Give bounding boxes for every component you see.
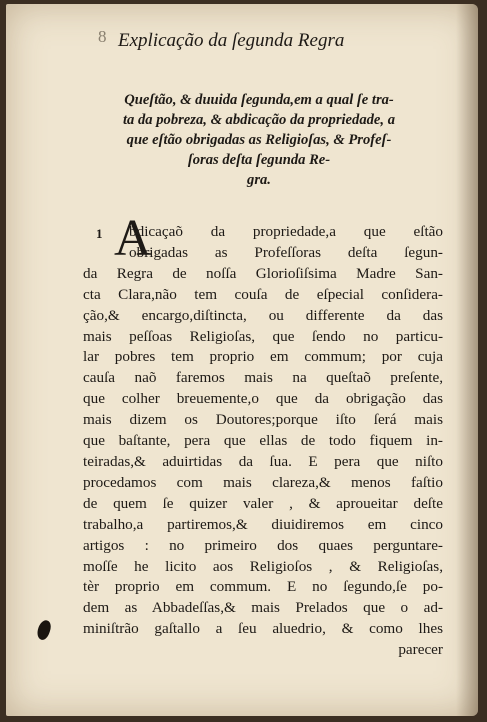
heading-line: Queſtão, & duuida ſegunda,em a qual ſe tra- <box>124 92 394 108</box>
body-line: artigos : no primeiro dos quaes perguntare- <box>83 536 443 554</box>
body-line: procedamos com mais clareza,& menos faſtio <box>83 473 443 491</box>
drop-cap: A <box>114 210 152 267</box>
body-line: que baſtante, pera que ellas de todo fiquem in- <box>83 432 443 450</box>
heading-line: ta da pobreza, & abdicação da propriedade, a <box>123 112 395 128</box>
heading-line: ſoras deſta ſegunda Re- <box>187 152 331 168</box>
body-line: da Regra de noſſa Glorioſiſsima Madre San- <box>83 264 443 282</box>
body-line: ção,& encargo,diſtincta, ou differente da das <box>83 306 443 324</box>
running-head: Explicação da ſegunda Regra <box>118 30 345 51</box>
heading-line: que eſtão obrigadas as Religioſas, & Profeſ- <box>126 132 392 148</box>
body-line: que colher breuemente,o que da obrigação das <box>83 390 443 408</box>
body-line: trabalho,a partiremos,& diuidiremos em cinco <box>83 515 443 533</box>
body-line: moſſe he licito aos Religioſos , & Religioſas, <box>83 557 443 575</box>
body-line: teiradas,& aduirtidas da ſua. E pera que niſto <box>83 452 443 470</box>
body-line: mais dizem os Doutores;porque iſto ſerá mais <box>83 411 443 429</box>
catchword: parecer <box>398 641 443 659</box>
page-gutter-shadow <box>456 4 478 716</box>
body-line: cta Clara,não tem couſa de eſpecial conſidera- <box>83 285 443 303</box>
paragraph-number: 1 <box>96 226 103 241</box>
page-number: 8 <box>98 27 107 46</box>
question-heading <box>84 90 434 190</box>
heading-line: gra. <box>247 172 271 188</box>
body-line: dem as Abbadeſſas,& mais Prelados que o ad- <box>83 599 443 617</box>
body-line: cauſa naõ faremos mais na queſtaõ preſente, <box>83 369 443 387</box>
body-line: de quem ſe quizer valer , & aproueitar deſte <box>83 494 443 512</box>
body-line: bdicaçaõ da propriedade,a que eſtão <box>129 223 443 240</box>
body-line: mais peſſoas Religioſas, que ſendo no particu- <box>83 327 443 345</box>
body-text <box>83 222 443 661</box>
body-line: lar pobres tem proprio em commum; por cuja <box>83 348 443 366</box>
body-line: tèr proprio em commum. E no ſegundo,ſe po- <box>83 578 443 596</box>
body-line: miniſtrão gaſtallo a ſeu aluedrio, & como lhes <box>83 620 443 638</box>
body-line: obrigadas as Profeſſoras deſta ſegun- <box>129 243 443 261</box>
